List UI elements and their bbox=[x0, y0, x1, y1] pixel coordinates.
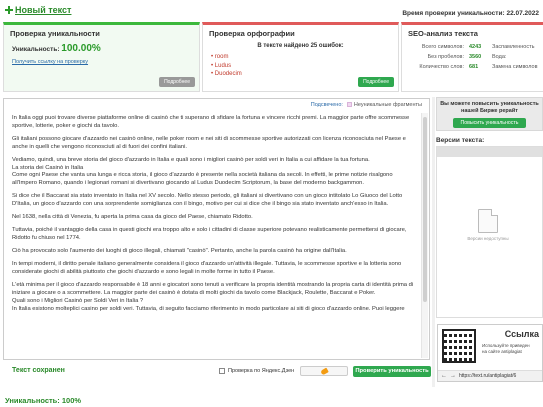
qr-code-icon bbox=[442, 329, 476, 363]
yandex-checkbox[interactable] bbox=[219, 368, 294, 374]
uniqueness-title: Проверка уникальности bbox=[10, 29, 100, 38]
rocket-icon bbox=[320, 368, 329, 376]
seo-label-secondary: Вода: bbox=[492, 54, 507, 60]
text-editor[interactable] bbox=[3, 98, 430, 360]
seo-table bbox=[402, 38, 543, 72]
uniqueness-line bbox=[4, 38, 199, 54]
promo-line: Вы можете повысить уникальность bbox=[440, 101, 539, 107]
spelling-panel bbox=[202, 22, 399, 92]
seo-label: Без пробелов: bbox=[427, 54, 464, 60]
new-text-label: Новый текст bbox=[15, 5, 72, 15]
ad-banner[interactable] bbox=[437, 324, 543, 382]
uniqueness-panel bbox=[3, 22, 200, 92]
ad-subtitle bbox=[482, 343, 530, 355]
ad-sub-line: на сайте antiplagiat bbox=[482, 349, 522, 354]
seo-label: Всего символов: bbox=[421, 44, 464, 50]
seo-row bbox=[408, 62, 539, 72]
spelling-summary: В тексте найдено 25 ошибок: bbox=[257, 43, 344, 49]
seo-label-secondary: Заспамленность bbox=[492, 44, 535, 50]
promo-line: нашей Бирже рерайт bbox=[461, 108, 518, 114]
text-paragraph: Gli italiani possono giocare d'azzardo nei casinò online, nelle poker room e nei siti di scommesse sportive autorizzati con licenza riconosciuta nel Paese e anche in quelli che vengono riconosciuti al di fuori dei confini italiani. bbox=[12, 135, 406, 150]
spelling-error-list bbox=[203, 49, 398, 79]
sidebar-scrollbar[interactable] bbox=[432, 97, 435, 387]
check-uniqueness-button[interactable]: Проверить уникальность bbox=[353, 366, 431, 377]
spelling-error[interactable]: • room bbox=[211, 53, 398, 62]
text-paragraph: Tuttavia, poiché il vantaggio della casa in questi giochi era troppo alto e solo i cittadini di classe superiore potevano realisticamente permettersi di giocare, Ridotto fu chiuso nel 1774. bbox=[12, 227, 407, 242]
uniqueness-value: 100.00% bbox=[61, 43, 101, 54]
get-check-link[interactable]: Получить ссылку на проверку bbox=[12, 59, 89, 65]
text-paragraph: In tempi moderni, il diritto penale italiano generalmente considera il gioco d'azzardo un'attività illegale. Tuttavia, le scommesse sportive e la lotteria sono considerate giochi di abilità piuttosto che giochi d'azzardo e sono legali in molte forme in tutto il Paese. bbox=[12, 261, 402, 276]
seo-title: SEO-анализ текста bbox=[408, 29, 478, 38]
uniqueness-more-button[interactable]: Подробнее bbox=[159, 77, 195, 87]
spelling-more-button[interactable]: Подробнее bbox=[358, 77, 394, 87]
seo-value: 4243 bbox=[469, 44, 482, 50]
top-bar bbox=[0, 0, 543, 22]
boost-button[interactable] bbox=[300, 366, 348, 376]
seo-value: 681 bbox=[469, 64, 479, 70]
back-arrow-icon[interactable]: ← bbox=[441, 373, 447, 379]
non-unique-label[interactable]: Неуникальные фрагменты bbox=[353, 102, 422, 108]
spelling-error[interactable]: • Ludus bbox=[211, 62, 398, 71]
versions-select[interactable] bbox=[437, 147, 542, 157]
ad-sub-line: Используйте приведен bbox=[482, 343, 530, 348]
ad-title: Ссылка bbox=[504, 329, 539, 339]
text-paragraph: In Italia oggi puoi trovare diverse piattaforme online di casinò che ti superano di sfidare la fortuna e vincere ricchi premi. La maggior parte offre scommesse sportive, lotterie, poker e giochi da tavolo. bbox=[12, 115, 410, 129]
seo-label: Количество слов: bbox=[419, 64, 464, 70]
check-time bbox=[402, 10, 539, 17]
text-paragraph: Si dice che il Baccarat sia stato inventato in Italia nel XV secolo. Nello stesso periodo, gli italiani si divertivano con un gioco intitolato Lo Giuoco del Lotto D'Italia, un gioco d'azzardo con una sorprendente somiglianza con il bingo, motivo per cui si dice che il bingo sia stato inventato anch'esso in Italia. bbox=[12, 193, 403, 208]
versions-empty bbox=[463, 209, 513, 241]
check-time-label: Время проверки уникальности: bbox=[402, 10, 505, 17]
seo-row bbox=[408, 52, 539, 62]
forward-arrow-icon[interactable]: → bbox=[450, 373, 456, 379]
document-icon bbox=[478, 209, 498, 233]
spelling-title: Проверка орфографии bbox=[209, 29, 295, 38]
versions-empty-text: Версии недоступны bbox=[467, 236, 509, 241]
text-scrollbar[interactable] bbox=[421, 113, 428, 358]
seo-row bbox=[408, 42, 539, 52]
boost-uniqueness-button[interactable]: Повысить уникальность bbox=[453, 118, 527, 128]
versions-title: Версии текста: bbox=[436, 137, 485, 144]
versions-list bbox=[436, 146, 543, 318]
text-paragraph: Vediamo, quindi, una breve storia del gioco d'azzardo in Italia e quali sono i migliori casinò per soldi veri in Italia a cui affidare la tua fortuna. La storia dei Casinò in Italia Come ogni Paese che vanta una lunga e ricca storia, il gioco d'azzardo è presente nella società italiana da secoli. In effetti, le prime notizie risalgono all'Impero Romano, quando i legionari romani si divertivano giocando al Ludus Duodecim Scriptorum, la base del moderno backgammon. bbox=[12, 156, 393, 187]
ad-url: https://text.ru/antiplagiat/6 bbox=[459, 373, 517, 379]
non-unique-swatch-icon bbox=[347, 102, 352, 107]
check-time-value: 22.07.2022 bbox=[506, 10, 539, 17]
highlight-legend bbox=[4, 99, 429, 109]
saved-status: Текст сохранен bbox=[12, 367, 65, 374]
spelling-error[interactable]: • Duodecim bbox=[211, 70, 398, 79]
seo-panel bbox=[401, 22, 543, 92]
seo-value: 3560 bbox=[469, 54, 482, 60]
ad-url-bar[interactable] bbox=[438, 370, 542, 381]
plus-icon bbox=[5, 6, 13, 14]
text-paragraph: L'età minima per il gioco d'azzardo responsabile è 18 anni e giocatori sono tenuti a verificare la propria identità mostrando la propria carta di identità prima di iniziare a giocare o a scommettere. La maggior parte dei casinò è dotata di molti giochi da tavolo come Blackjack, Roulette, Baccarat e Poker. Quali sono i Migliori Casinò per Soldi Veri in Italia ? In Italia esistono molteplici casino per soldi veri. Tuttavia, di seguito facciamo riferimento in modo particolare ai siti di gioco d'azzardo online. Puoi leggere bbox=[12, 282, 414, 312]
promo-text bbox=[437, 98, 542, 115]
rewrite-promo bbox=[436, 97, 543, 131]
text-paragraph: Ciò ha provocato solo l'aumento dei luoghi di gioco illegali, chiamati "casinò". Pertanto, anche la parola casinò ha origine dall'Italia. bbox=[12, 248, 347, 255]
text-paragraph: Nel 1638, nella città di Venezia, fu aperta la prima casa da gioco del Paese, chiamato Ridotto. bbox=[12, 214, 253, 221]
checkbox-icon[interactable] bbox=[219, 368, 225, 374]
highlight-label: Подсвечено: bbox=[310, 102, 343, 108]
seo-label-secondary: Замена символов bbox=[492, 64, 538, 70]
scroll-thumb[interactable] bbox=[423, 117, 427, 302]
bottom-uniqueness: Уникальность: 100% bbox=[5, 396, 82, 405]
uniqueness-label: Уникальность: bbox=[12, 46, 60, 53]
new-text-link[interactable] bbox=[5, 5, 71, 15]
text-body[interactable] bbox=[12, 115, 418, 357]
yandex-checkbox-label: Проверка по Яндекс.Дзен bbox=[228, 368, 295, 374]
